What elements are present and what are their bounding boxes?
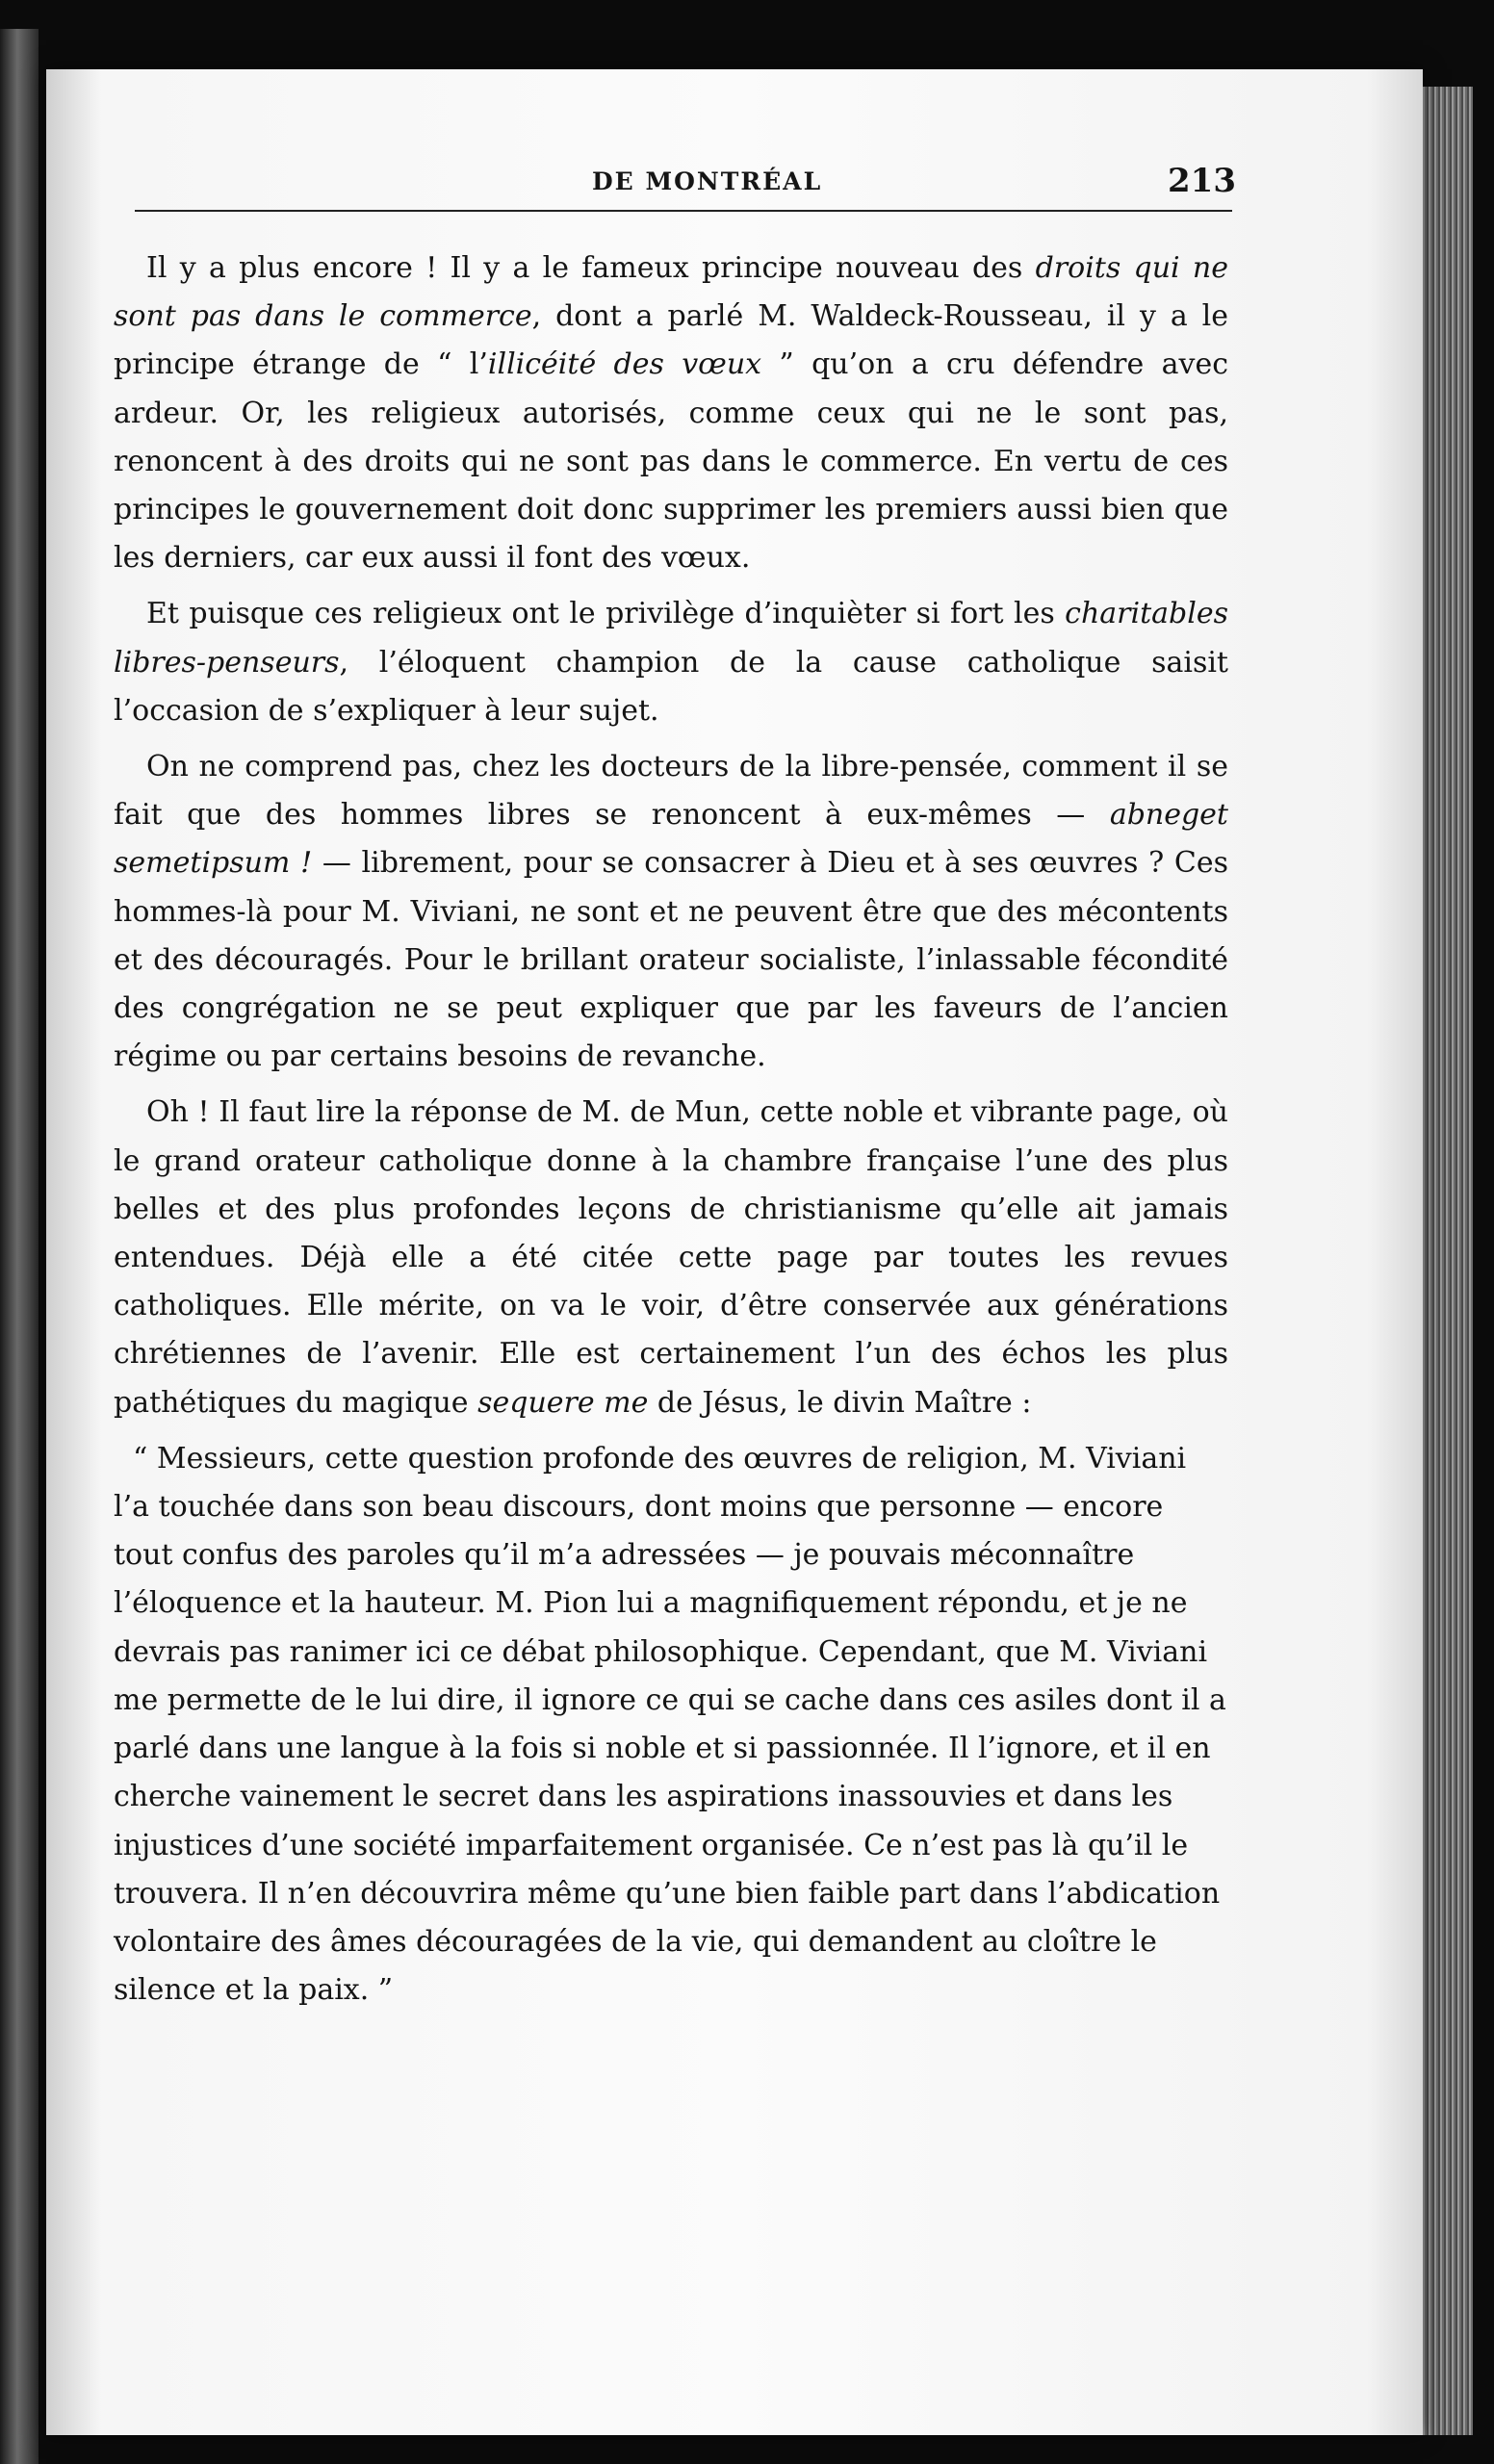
- text-segment: “ Messieurs, cette question profonde des œuvres de religion, M. Viviani l’a touchée dans son beau discours, dont moins que personne — encore tout confus des paroles qu’il m’a adressées — je pouvais méconnaître l’éloquence et la hauteur. M. Pion lui a magnifiquement répondu, et je ne devrais pas ranimer ici ce débat philosophique. Cependant, que M. Viviani me permette de le lui dire, il ignore ce qui se cache dans ces asiles dont il a parlé dans une langue à la fois si noble et si passionnée. Il l’ignore, et il en cherche vainement le secret dans les aspirations inassouvies et dans les injustices d’une société imparfaitement organisée. Ce n’est pas là qu’il le trouvera. Il n’en découvrira même qu’une bien faible part dans l’abdication volontaire des âmes découragées de la vie, qui demandent au cloître le silence et la paix. ”: [114, 1441, 1226, 2008]
- text-segment: de Jésus, le divin Maître :: [648, 1385, 1032, 1420]
- text-segment: — librement, pour se consacrer à Dieu et à ses œuvres ? Ces hommes-là pour M. Viviani, ne sont et ne peuvent être que des mécontents et des découragés. Pour le brillant orateur socialiste, l’inlassable fécondité des congrégation ne se peut expliquer que par les faveurs de l’ancien régime ou par certains besoins de revanche.: [114, 846, 1228, 1074]
- body-text: [114, 244, 1228, 2022]
- text-segment: On ne comprend pas, chez les docteurs de la libre-pensée, comment il se fait que des hommes libres se renoncent à eux-mêmes —: [114, 750, 1228, 833]
- paragraph: [114, 1089, 1228, 1426]
- page-stack-edge: [1415, 87, 1473, 2435]
- text-segment: , l’éloquent champion de la cause catholique saisit l’occasion de s’expliquer à leur sujet.: [114, 645, 1228, 728]
- quoted-speech-paragraph: [114, 1435, 1228, 2015]
- paragraph: [114, 743, 1228, 1081]
- italic-text-segment: sequere me: [477, 1385, 649, 1420]
- text-segment: Oh ! Il faut lire la réponse de M. de Mun, cette noble et vibrante page, où le grand orateur catholique donne à la chambre française l’une des plus belles et des plus profondes leçons de christianisme qu’elle ait jamais entendues. Déjà elle a été citée cette page par toutes les revues catholiques. Elle mérite, on va le voir, d’être conservée aux générations chrétiennes de l’avenir. Elle est certainement l’un des échos les plus pathétiques du magique: [114, 1095, 1228, 1420]
- adjacent-page-edge: [0, 29, 39, 2464]
- text-segment: Il y a plus encore ! Il y a le fameux principe nouveau des: [146, 251, 1036, 285]
- italic-text-segment: droits qui ne sont pas dans le commerce: [114, 251, 1228, 334]
- italic-text-segment: abneget semetipsum !: [114, 798, 1228, 881]
- text-segment: Et puisque ces religieux ont le privilège d’inquièter si fort les: [146, 597, 1066, 631]
- text-segment: ” qu’on a cru défendre avec ardeur. Or, les religieux autorisés, comme ceux qui ne le sont pas, renoncent à des droits qui ne sont pas dans le commerce. En vertu de ces principes le gouvernement doit donc supprimer les premiers aussi bien que les derniers, car eux aussi il font des vœux.: [114, 347, 1228, 576]
- running-title: DE MONTRÉAL: [592, 167, 823, 195]
- header-rule: [135, 210, 1232, 212]
- italic-text-segment: illicéité des vœux: [487, 347, 762, 382]
- paragraph: [114, 590, 1228, 735]
- text-segment: , dont a parlé M. Waldeck-Rousseau, il y a le principe étrange de “ l’: [114, 299, 1229, 382]
- paragraph: [114, 244, 1228, 582]
- italic-text-segment: charitables libres-penseurs: [114, 597, 1228, 680]
- page-header: [135, 162, 1236, 200]
- page-number: 213: [1168, 162, 1236, 200]
